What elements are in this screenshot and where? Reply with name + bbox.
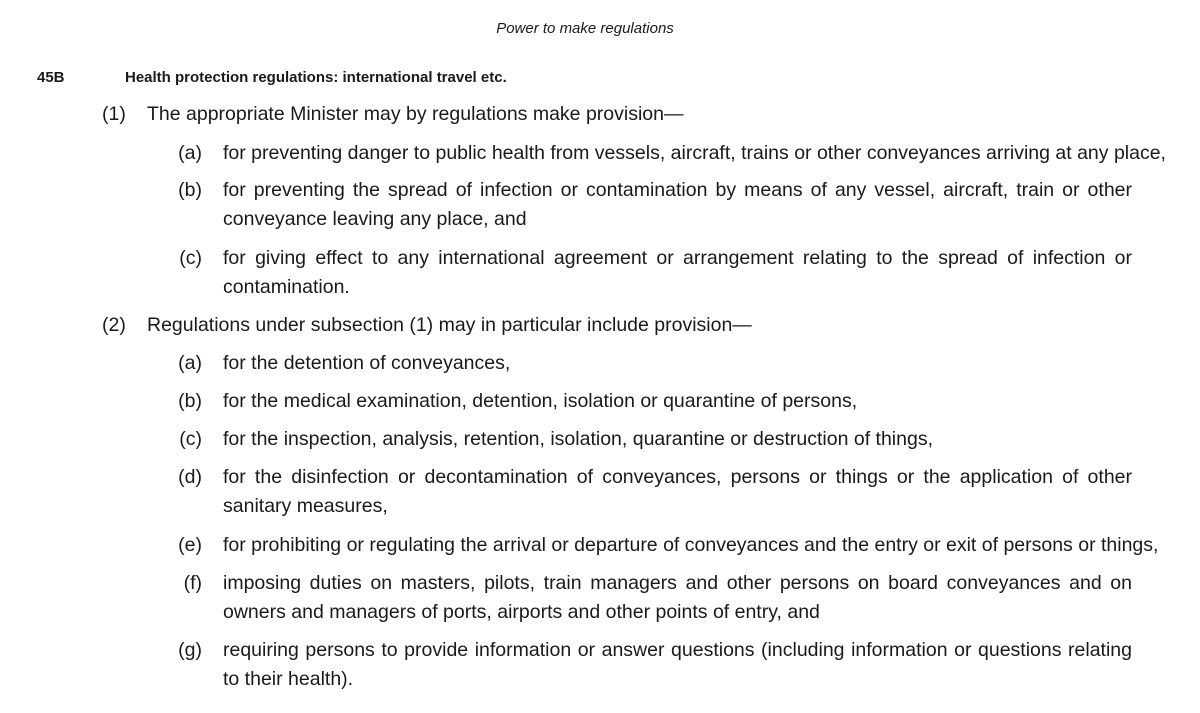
paragraph-text: for prohibiting or regulating the arrival or departure of conveyances and the entry or exit of persons or things,: [223, 534, 1159, 556]
paragraph-number: (c): [179, 428, 202, 450]
section-number: 45B: [37, 69, 65, 86]
part-heading: Power to make regulations: [496, 20, 674, 37]
paragraph-text: for the inspection, analysis, retention, isolation, quarantine or destruction of things,: [223, 428, 933, 450]
subsection-text: Regulations under subsection (1) may in particular include provision—: [147, 314, 752, 336]
paragraph-number: (b): [178, 179, 202, 201]
paragraph-text: imposing duties on masters, pilots, train managers and other persons on board conveyances and on owners and managers of ports, airports and other points of entry, and: [223, 572, 1132, 623]
subsection-number: (2): [102, 314, 126, 336]
paragraph-text: for the disinfection or decontamination of conveyances, persons or things or the application of other sanitary measures,: [223, 466, 1132, 517]
paragraph-text: for the detention of conveyances,: [223, 352, 511, 374]
paragraph-number: (d): [178, 466, 202, 488]
subsection-number: (1): [102, 103, 126, 125]
paragraph-number: (g): [178, 639, 202, 661]
paragraph-text: for giving effect to any international agreement or arrangement relating to the spread of infection or contamination.: [223, 247, 1132, 298]
section-title: Health protection regulations: international travel etc.: [125, 69, 507, 86]
paragraph-text: for the medical examination, detention, isolation or quarantine of persons,: [223, 390, 858, 412]
paragraph-text: for preventing the spread of infection or contamination by means of any vessel, aircraft, train or other conveyance leaving any place, and: [223, 179, 1132, 230]
paragraph-number: (a): [178, 352, 202, 374]
paragraph-number: (e): [178, 534, 202, 556]
paragraph-number: (f): [183, 572, 202, 594]
paragraph-text: for preventing danger to public health from vessels, aircraft, trains or other conveyances arriving at any place,: [223, 142, 1166, 164]
paragraph-number: (c): [179, 247, 202, 269]
paragraph-number: (b): [178, 390, 202, 412]
subsection-text: The appropriate Minister may by regulations make provision—: [147, 103, 684, 125]
paragraph-text: requiring persons to provide information or answer questions (including information or questions relating to their health).: [223, 639, 1132, 690]
paragraph-number: (a): [178, 142, 202, 164]
